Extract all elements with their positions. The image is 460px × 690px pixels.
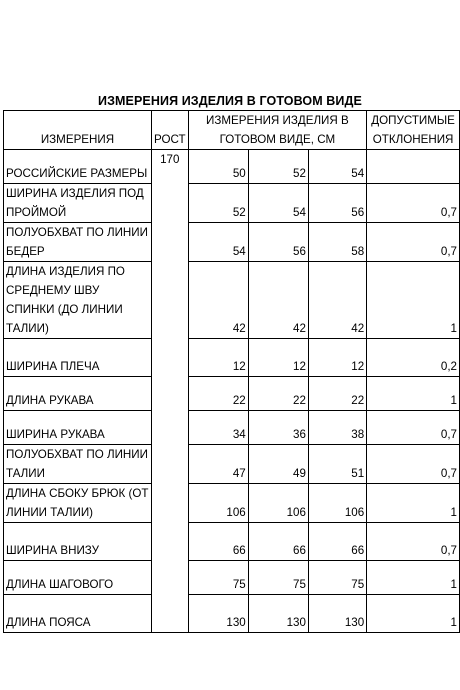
row-size-value: 66	[308, 523, 366, 561]
table-row	[4, 523, 460, 561]
row-deviation: 1	[367, 561, 460, 595]
row-deviation: 0,7	[367, 411, 460, 445]
row-size-value: 54	[248, 184, 308, 223]
row-size-value: 66	[248, 523, 308, 561]
row-parameter-name	[4, 411, 152, 445]
row-deviation: 1	[367, 262, 460, 339]
header-rost: РОСТ	[151, 111, 188, 150]
row-parameter-name	[4, 339, 152, 377]
table-row	[4, 150, 460, 184]
row-size-value: 52	[248, 150, 308, 184]
row-parameter-line: ПОЛУОБХВАТ ПО ЛИНИИ	[6, 226, 148, 239]
row-parameter-line: ТАЛИИ	[6, 467, 45, 480]
header-deviations	[367, 111, 460, 150]
row-deviation	[367, 150, 460, 184]
row-parameter-line: ДЛИНА СБОКУ БРЮК (ОТ	[6, 487, 149, 500]
row-parameter-line: ЛИНИИ ТАЛИИ)	[6, 506, 94, 519]
row-parameter-name	[4, 262, 152, 339]
row-size-value: 42	[248, 262, 308, 339]
row-parameter-line: ДЛИНА ШАГОВОГО	[6, 578, 114, 591]
table-row	[4, 445, 460, 484]
row-parameter-line: БЕДЕР	[6, 245, 45, 258]
table-row	[4, 262, 460, 339]
row-size-value: 49	[248, 445, 308, 484]
row-parameter-line: ДЛИНА РУКАВА	[6, 394, 94, 407]
table-row	[4, 595, 460, 633]
row-parameter-name	[4, 445, 152, 484]
row-size-value: 42	[188, 262, 248, 339]
header-measures-line1: ИЗМЕРЕНИЯ ИЗДЕЛИЯ В	[206, 114, 349, 127]
row-parameter-line: РОССИЙСКИЕ РАЗМЕРЫ	[6, 167, 148, 180]
row-size-value: 51	[308, 445, 366, 484]
row-parameter-name	[4, 561, 152, 595]
row-size-value: 106	[188, 484, 248, 523]
row-size-value: 130	[308, 595, 366, 633]
row-parameter-line: ТАЛИИ)	[6, 322, 49, 335]
row-size-value: 22	[248, 377, 308, 411]
table-row	[4, 561, 460, 595]
row-parameter-line: ШИРИНА РУКАВА	[6, 428, 105, 441]
table-row	[4, 339, 460, 377]
row-size-value: 75	[188, 561, 248, 595]
row-size-value: 75	[248, 561, 308, 595]
row-parameter-name	[4, 484, 152, 523]
row-parameter-line: ШИРИНА ВНИЗУ	[6, 544, 100, 557]
row-size-value: 56	[248, 223, 308, 262]
row-size-value: 42	[308, 262, 366, 339]
row-size-value: 12	[308, 339, 366, 377]
row-deviation: 0,7	[367, 523, 460, 561]
document-title: ИЗМЕРЕНИЯ ИЗДЕЛИЯ В ГОТОВОМ ВИДЕ	[98, 94, 362, 108]
row-parameter-line: СРЕДНЕМУ ШВУ	[6, 284, 100, 297]
row-size-value: 75	[308, 561, 366, 595]
row-deviation: 1	[367, 595, 460, 633]
row-parameter-line: ДЛИНА ПОЯСА	[6, 616, 91, 629]
row-size-value: 22	[308, 377, 366, 411]
row-size-value: 50	[188, 150, 248, 184]
row-parameter-line: СПИНКИ (ДО ЛИНИИ	[6, 303, 123, 316]
row-size-value: 52	[188, 184, 248, 223]
row-parameter-line: ШИРИНА ПЛЕЧА	[6, 360, 100, 373]
table-row	[4, 411, 460, 445]
row-size-value: 106	[248, 484, 308, 523]
row-parameter-line: ПОЛУОБХВАТ ПО ЛИНИИ	[6, 448, 148, 461]
row-size-value: 38	[308, 411, 366, 445]
measurements-table-body	[4, 111, 460, 633]
row-size-value: 58	[308, 223, 366, 262]
row-parameter-line: ШИРИНА ИЗДЕЛИЯ ПОД	[6, 187, 144, 200]
row-parameter-name	[4, 150, 152, 184]
row-parameter-line: ДЛИНА ИЗДЕЛИЯ ПО	[6, 265, 125, 278]
row-size-value: 36	[248, 411, 308, 445]
row-deviation: 0,7	[367, 223, 460, 262]
row-deviation: 0,7	[367, 184, 460, 223]
table-row	[4, 184, 460, 223]
row-size-value: 130	[248, 595, 308, 633]
measurements-table	[3, 110, 460, 633]
rost-value: 170	[151, 150, 188, 633]
row-size-value: 47	[188, 445, 248, 484]
row-size-value: 54	[308, 150, 366, 184]
table-row	[4, 484, 460, 523]
table-row	[4, 223, 460, 262]
header-measurements: ИЗМЕРЕНИЯ	[4, 111, 152, 150]
header-deviations-line1: ДОПУСТИМЫЕ	[371, 114, 455, 127]
row-parameter-name	[4, 223, 152, 262]
row-deviation: 0,2	[367, 339, 460, 377]
header-measures-line2: ГОТОВОМ ВИДЕ, СМ	[219, 133, 336, 146]
row-size-value: 66	[188, 523, 248, 561]
table-header-row	[4, 111, 460, 150]
row-deviation: 0,7	[367, 445, 460, 484]
row-parameter-name	[4, 184, 152, 223]
row-parameter-name	[4, 595, 152, 633]
row-parameter-name	[4, 377, 152, 411]
header-deviations-line2: ОТКЛОНЕНИЯ	[372, 133, 454, 146]
row-size-value: 12	[248, 339, 308, 377]
row-parameter-name	[4, 523, 152, 561]
row-size-value: 12	[188, 339, 248, 377]
row-size-value: 130	[188, 595, 248, 633]
row-deviation: 1	[367, 377, 460, 411]
row-size-value: 56	[308, 184, 366, 223]
row-deviation: 1	[367, 484, 460, 523]
row-size-value: 106	[308, 484, 366, 523]
row-size-value: 54	[188, 223, 248, 262]
header-measures-ready	[188, 111, 367, 150]
row-size-value: 22	[188, 377, 248, 411]
table-row	[4, 377, 460, 411]
row-parameter-line: ПРОЙМОЙ	[6, 206, 67, 219]
row-size-value: 34	[188, 411, 248, 445]
